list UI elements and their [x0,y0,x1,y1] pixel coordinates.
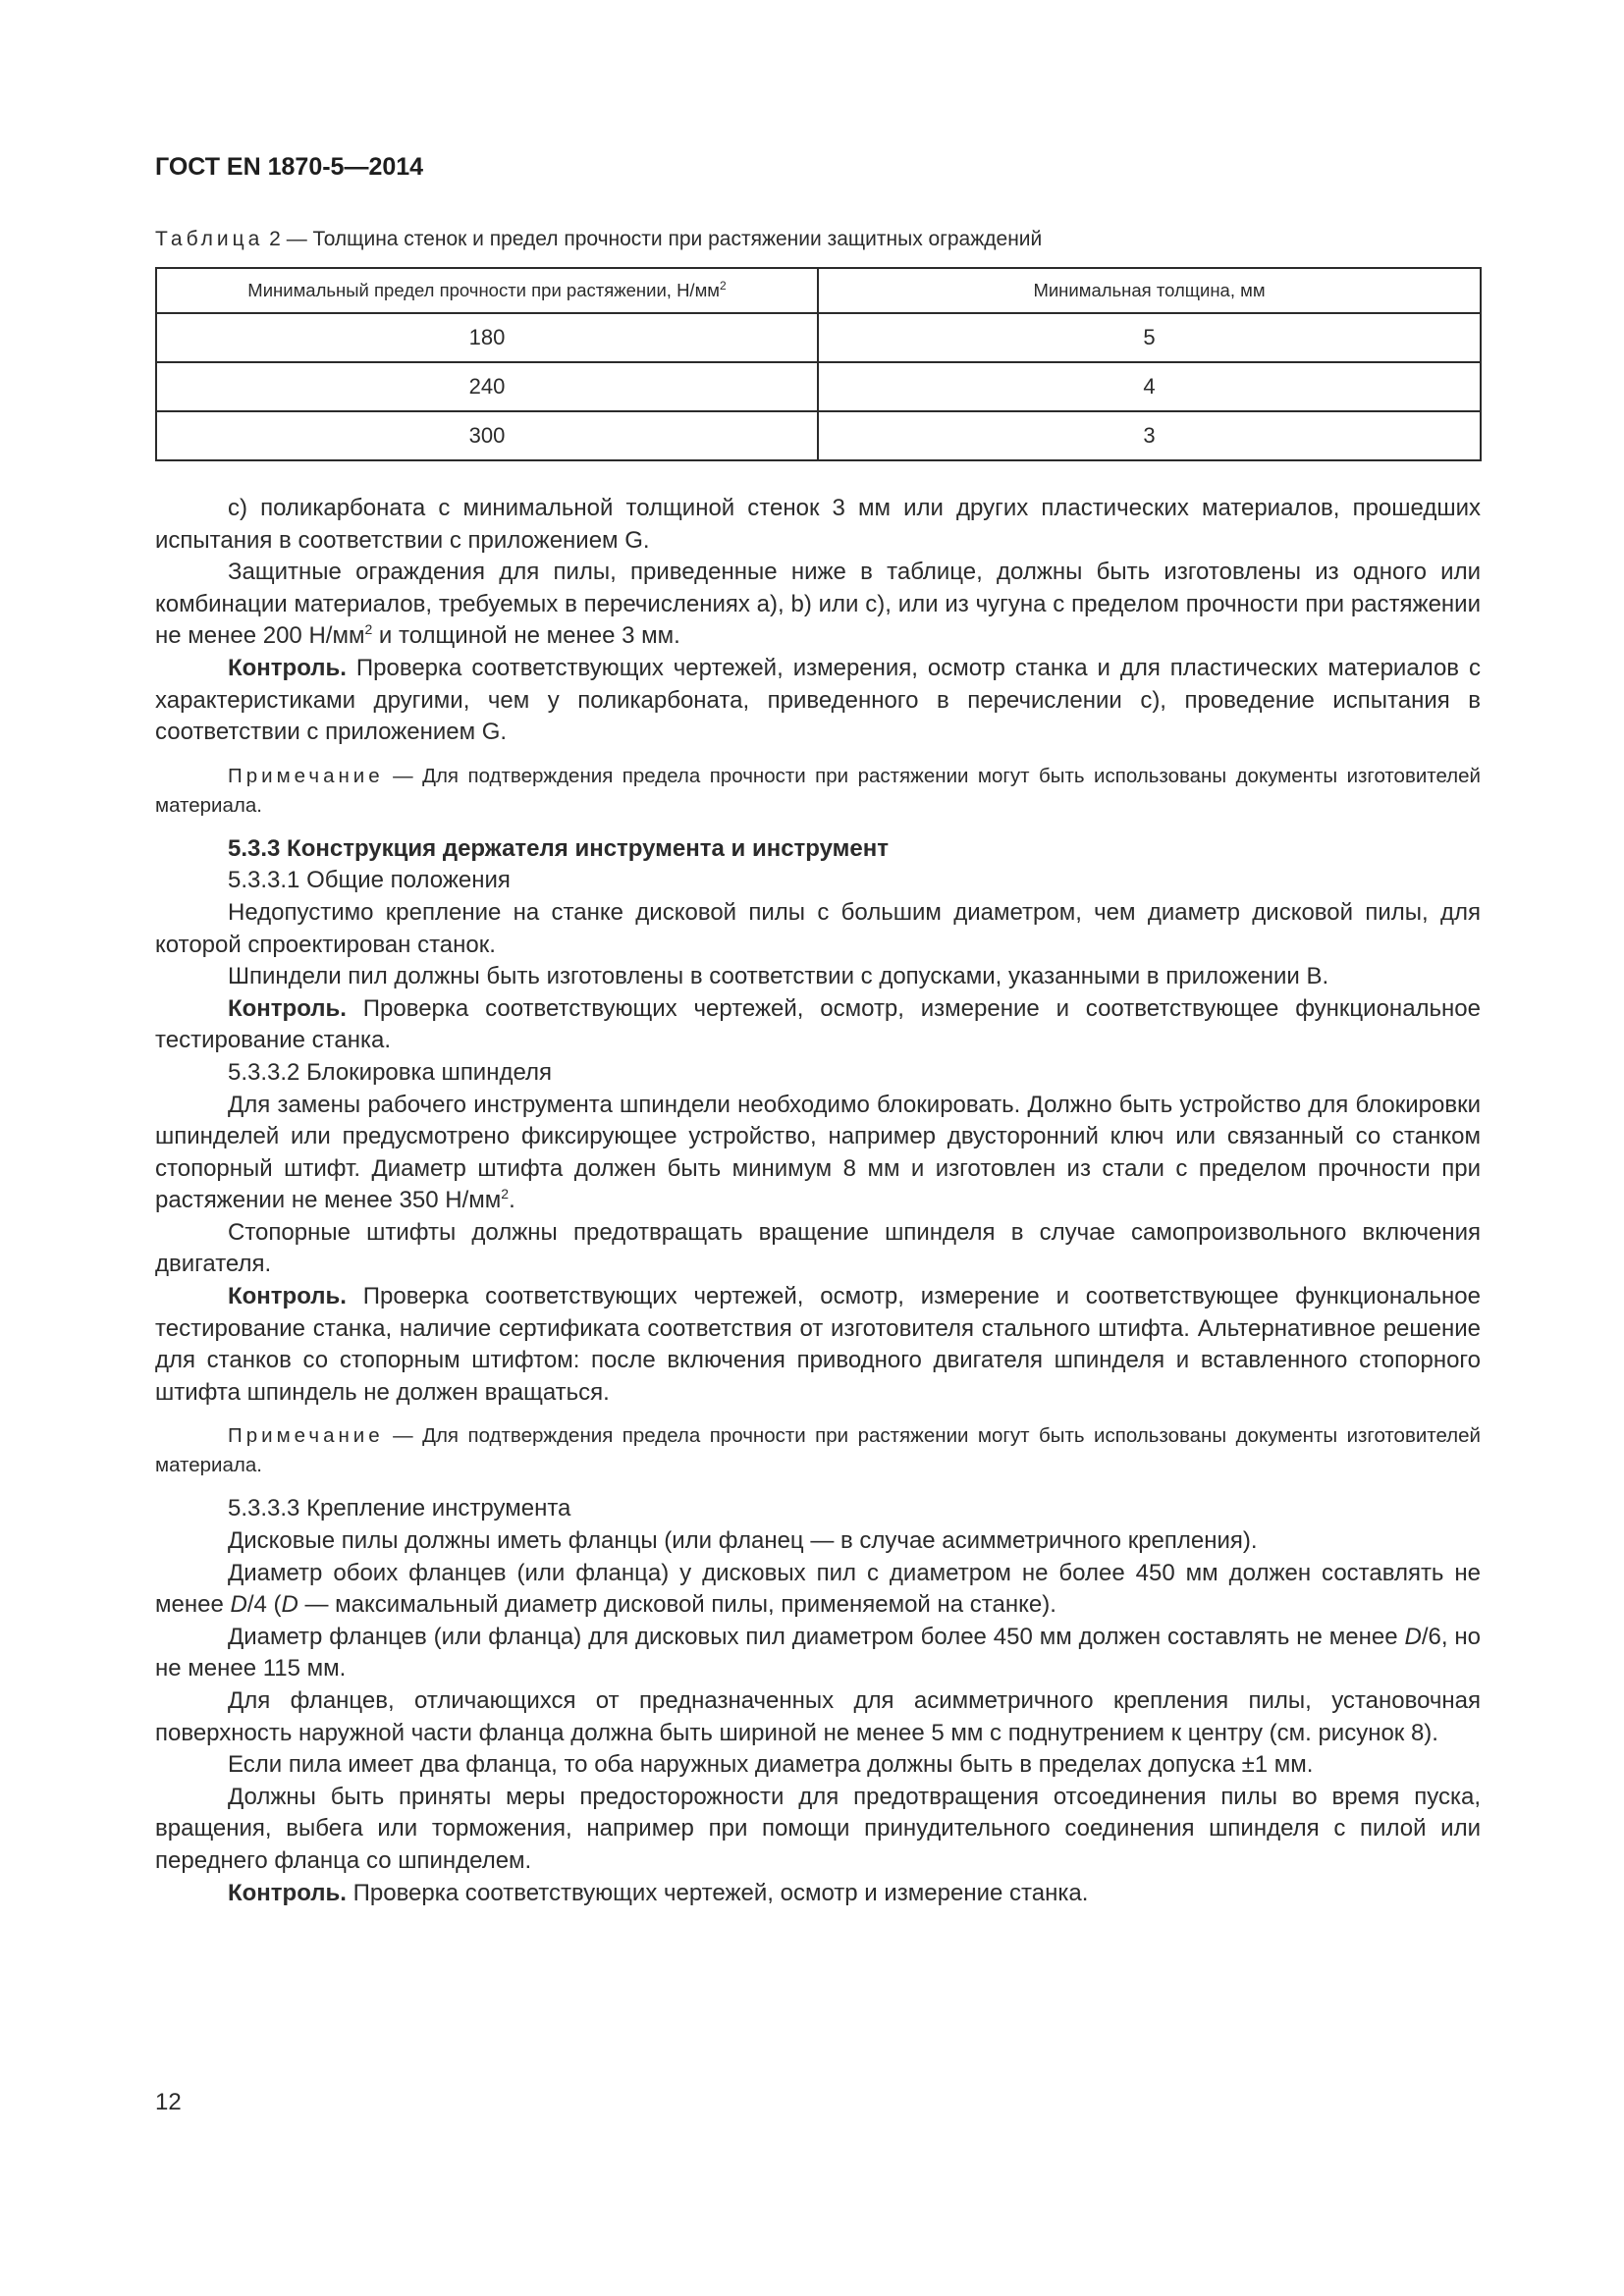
italic-symbol: D [281,1591,298,1619]
note [155,1421,1481,1480]
italic-symbol: D [1404,1623,1422,1650]
note-label: Примечание [228,1424,384,1448]
note-text: — Для подтверждения предела прочности при растяжении могут быть использованы документы изготовителей материала. [155,764,1481,817]
control-paragraph [155,1281,1481,1409]
paragraph-text: Проверка соответствующих чертежей, осмотр, измерение и соответствующее функциональное тестирование станка, наличие сертификата соответствия от изготовителя стального штифта. Альтернативное решение для станков со стопорным штифтом: после включения приводного двигателя шпинделя и вставленного стопорного штифта шпиндель не должен вращаться. [155,1283,1481,1406]
page-number: 12 [155,2089,182,2115]
cell-strength: 300 [156,411,818,460]
paragraph-text: — максимальный диаметр дисковой пилы, применяемой на станке). [298,1591,1056,1619]
col-header-strength [156,268,818,313]
superscript: 2 [501,1186,510,1202]
col-header-strength-sup: 2 [720,278,727,293]
control-label: Контроль. [228,994,347,1022]
superscript: 2 [364,621,373,638]
paragraph-text: Проверка соответствующих чертежей, измерения, осмотр станка и для пластических материалов с характеристиками другими, чем у поликарбоната, приведенного в перечислении c), проведение испытания в соответствии с приложением G. [155,654,1481,746]
table-caption [155,228,1042,251]
paragraph-text: Проверка соответствующих чертежей, осмотр, измерение и соответствующее функциональное тестирование станка. [155,994,1481,1054]
paragraph-text: . [509,1187,515,1214]
cell-thickness: 3 [818,411,1481,460]
control-paragraph [155,993,1481,1057]
paragraph-text: Диаметр фланцев (или фланца) для дисковых пил диаметром более 450 мм должен составлять не менее [228,1623,1405,1650]
paragraph-text: Проверка соответствующих чертежей, осмотр и измерение станка. [346,1879,1089,1906]
paragraph: Стопорные штифты должны предотвращать вращение шпинделя в случае самопроизвольного включения двигателя. [155,1218,1481,1278]
subsection-heading: 5.3.3.1 Общие положения [228,867,511,894]
table-header-row [156,268,1481,313]
table-caption-word: Таблица [155,228,264,250]
paragraph [155,1622,1481,1685]
table-caption-text: 2 — Толщина стенок и предел прочности при растяжении защитных ограждений [263,228,1043,250]
cell-strength: 180 [156,313,818,362]
paragraph-text: и толщиной не менее 3 мм. [372,622,680,650]
paragraph-text: Для замены рабочего инструмента шпиндели необходимо блокировать. Должно быть устройство для блокировки шпинделей или предусмотрено фиксирующее устройство, например двусторонний ключ или связанный со станком стопорный штифт. Диаметр штифта должен быть минимум 8 мм и изготовлен из стали с пределом прочности при растяжении не менее 350 Н/мм [155,1091,1481,1214]
section-heading: 5.3.3 Конструкция держателя инструмента и инструмент [228,834,890,862]
paragraph [155,557,1481,653]
control-label: Контроль. [228,1283,347,1310]
subsection-heading: 5.3.3.2 Блокировка шпинделя [228,1058,553,1086]
cell-strength: 240 [156,362,818,411]
paragraph: Дисковые пилы должны иметь фланцы (или фланец — в случае асимметричного крепления). [228,1527,1258,1555]
paragraph-text: Диаметр обоих фланцев (или фланца) у дисковых пил с диаметром не более 450 мм должен составлять не менее [155,1559,1481,1619]
paragraph [155,1558,1481,1622]
note-label: Примечание [228,764,384,787]
cell-thickness: 4 [818,362,1481,411]
control-paragraph [155,1878,1481,1910]
col-header-strength-text: Минимальный предел прочности при растяжении, Н/мм [247,280,721,300]
control-paragraph [155,653,1481,749]
paragraph: Если пила имеет два фланца, то оба наружных диаметра должны быть в пределах допуска ±1 мм. [228,1751,1314,1779]
col-header-thickness: Минимальная толщина, мм [818,268,1481,313]
subsection-heading: 5.3.3.3 Крепление инструмента [228,1495,571,1522]
thickness-strength-table [155,267,1482,461]
table-row [156,313,1481,362]
control-label: Контроль. [228,654,347,681]
document-body [155,493,1481,1909]
cell-thickness: 5 [818,313,1481,362]
paragraph: c) поликарбоната с минимальной толщиной стенок 3 мм или других пластических материалов, прошедших испытания в соответствии с приложением G. [155,495,1481,554]
document-header: ГОСТ EN 1870-5—2014 [155,153,424,181]
paragraph: Шпиндели пил должны быть изготовлены в соответствии с допусками, указанными в приложении B. [228,963,1329,990]
paragraph: Должны быть приняты меры предосторожности для предотвращения отсоединения пилы во время пуска, вращения, выбега или торможения, например при помощи принудительного соединения шпинделя с пилой или переднего фланца со шпинделем. [155,1783,1481,1874]
paragraph-text: Защитные ограждения для пилы, приведенные ниже в таблице, должны быть изготовлены из одного или комбинации материалов, требуемых в перечислениях a), b) или c), или из чугуна с пределом прочности при растяжении не менее 200 Н/мм [155,559,1481,650]
note [155,762,1481,821]
italic-symbol: D [230,1591,247,1619]
control-label: Контроль. [228,1879,347,1906]
note-text: — Для подтверждения предела прочности при растяжении могут быть использованы документы изготовителей материала. [155,1424,1481,1477]
table-row [156,362,1481,411]
paragraph [155,1090,1481,1217]
paragraph: Для фланцев, отличающихся от предназначенных для асимметричного крепления пилы, установочная поверхность наружной части фланца должна быть шириной не менее 5 мм с поднутрением к центру (см. рисунок 8). [155,1687,1481,1746]
paragraph-text: /6, но не менее 115 мм. [155,1623,1482,1682]
paragraph-text: /4 ( [246,1591,282,1619]
table-row [156,411,1481,460]
paragraph: Недопустимо крепление на станке дисковой пилы с большим диаметром, чем диаметр дисковой пилы, для которой спроектирован станок. [155,898,1481,958]
